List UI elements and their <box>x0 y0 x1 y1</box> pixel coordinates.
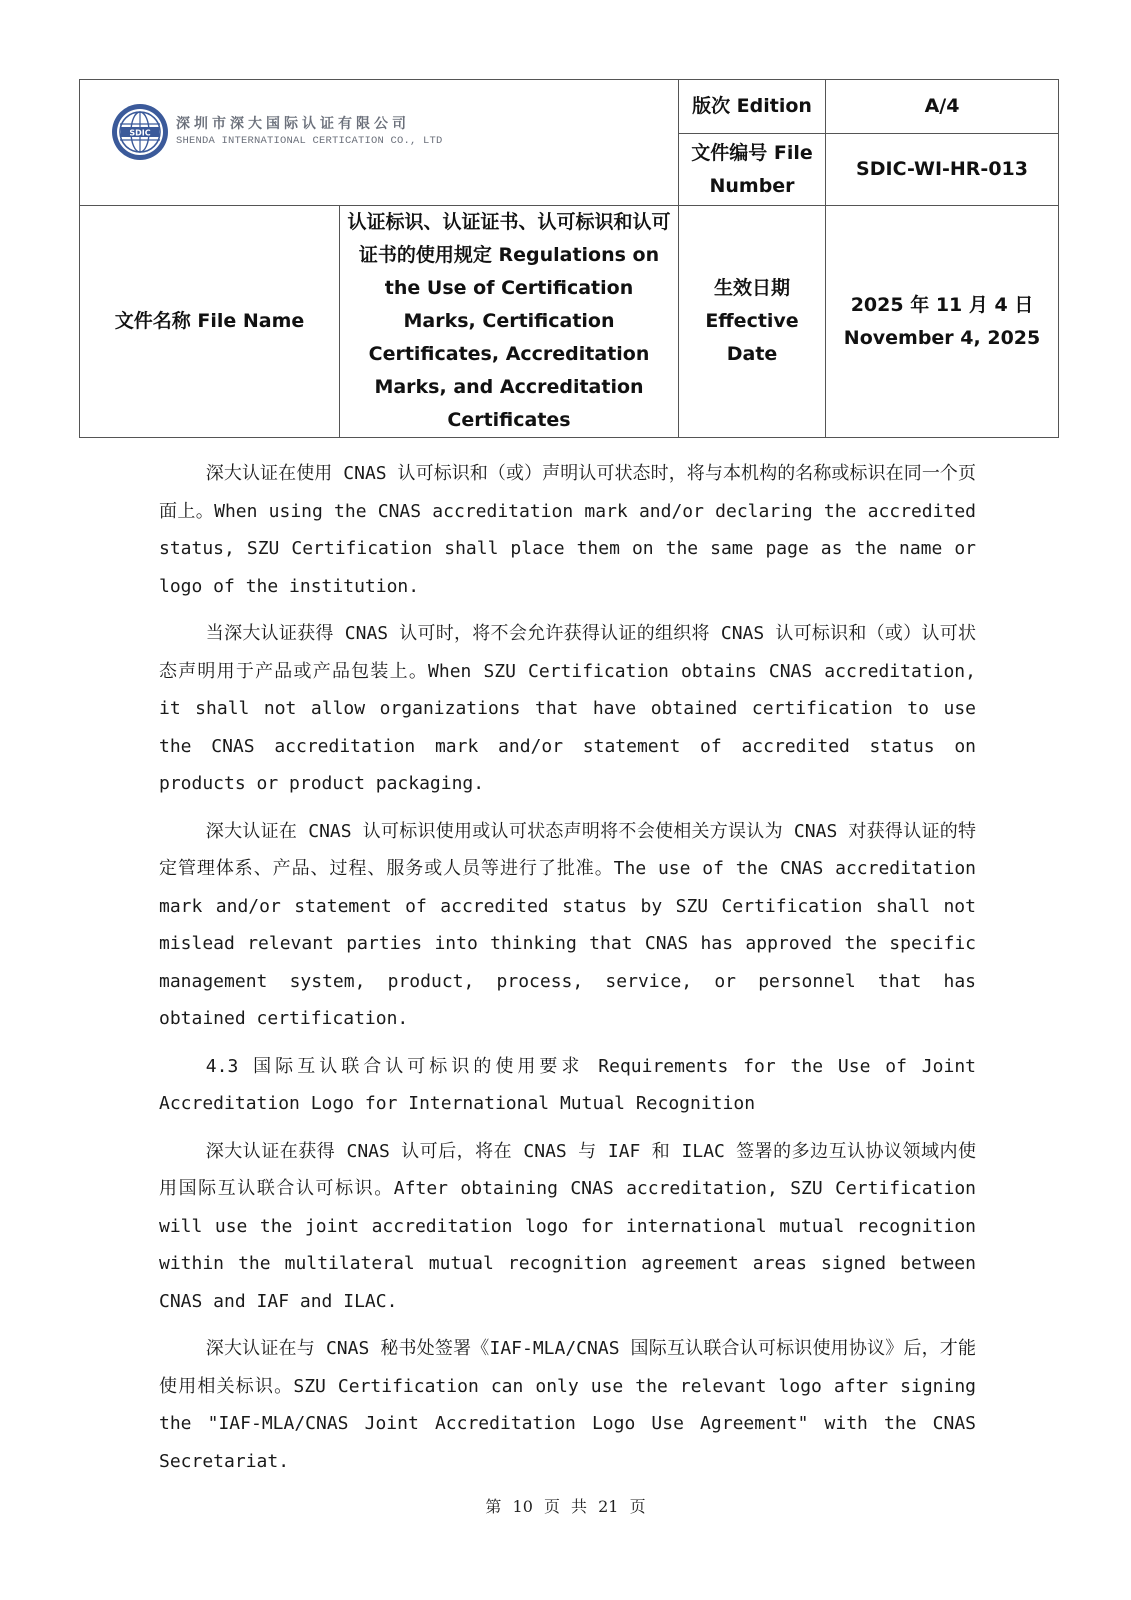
edition-label: 版次 Edition <box>679 80 826 134</box>
effective-date-cn: 2025 年 11 月 4 日 <box>850 293 1034 316</box>
company-logo-cell <box>80 80 679 206</box>
document-header-table <box>79 79 1059 438</box>
file-name-label: 文件名称 File Name <box>80 206 340 438</box>
section-heading-4-3: 4.3 国际互认联合认可标识的使用要求 Requirements for the Use of Joint Accreditation Logo for International Mutual Recognition <box>159 1055 976 1114</box>
file-number-value: SDIC-WI-HR-013 <box>826 134 1059 206</box>
file-number-label: 文件编号 File Number <box>679 134 826 206</box>
file-name-value: 认证标识、认证证书、认可标识和认可证书的使用规定 Regulations on the Use of Certification Marks, Certification Certificates, Accreditation Marks, and Accreditation Certificates <box>340 206 679 438</box>
company-name-cn: 深圳市深大国际认证有限公司 <box>176 116 410 132</box>
paragraph: 深大认证在获得 CNAS 认可后，将在 CNAS 与 IAF 和 ILAC 签署的多边互认协议领域内使用国际互认联合认可标识。After obtaining CNAS accreditation, SZU Certification will use the joint accreditation logo for international mutual recognition within the multilateral mutual recognition agreement areas signed between CNAS and IAF and ILAC. <box>159 1140 976 1312</box>
effective-date-en: November 4, 2025 <box>843 326 1041 349</box>
paragraph: 深大认证在 CNAS 认可标识使用或认可状态声明将不会使相关方误认为 CNAS 对获得认证的特定管理体系、产品、过程、服务或人员等进行了批准。The use of the CNAS accreditation mark and/or statement of accredited status by SZU Certification shall not mislead relevant parties into thinking that CNAS has approved the specific management system, product, process, service, or personnel that has obtained certification. <box>159 820 976 1029</box>
document-body <box>159 455 976 1490</box>
effective-date-value <box>826 206 1059 438</box>
effective-date-label: 生效日期 Effective Date <box>679 206 826 438</box>
company-logo <box>110 102 678 162</box>
edition-value: A/4 <box>826 80 1059 134</box>
paragraph: 深大认证在与 CNAS 秘书处签署《IAF-MLA/CNAS 国际互认联合认可标识使用协议》后，才能使用相关标识。SZU Certification can only use the relevant logo after signing the "IAF-MLA/CNAS Joint Accreditation Logo Use Agreement" with the CNAS Secretariat. <box>159 1338 976 1472</box>
page-number: 第 10 页 共 21 页 <box>485 1497 646 1516</box>
company-name-en: SHENDA INTERNATIONAL CERTICATION CO., LTD <box>176 135 443 147</box>
sdic-globe-logo-icon <box>110 102 170 162</box>
paragraph: 深大认证在使用 CNAS 认可标识和（或）声明认可状态时，将与本机构的名称或标识在同一个页面上。When using the CNAS accreditation mark and/or declaring the accredited status, SZU Certification shall place them on the same page as the name or logo of the institution. <box>159 463 976 597</box>
paragraph: 当深大认证获得 CNAS 认可时，将不会允许获得认证的组织将 CNAS 认可标识和（或）认可状态声明用于产品或产品包装上。When SZU Certification obtains CNAS accreditation, it shall not allow organizations that have obtained certification to use the CNAS accreditation mark and/or statement of accredited status on products or product packaging. <box>159 623 976 794</box>
logo-text: SDIC <box>129 128 151 138</box>
